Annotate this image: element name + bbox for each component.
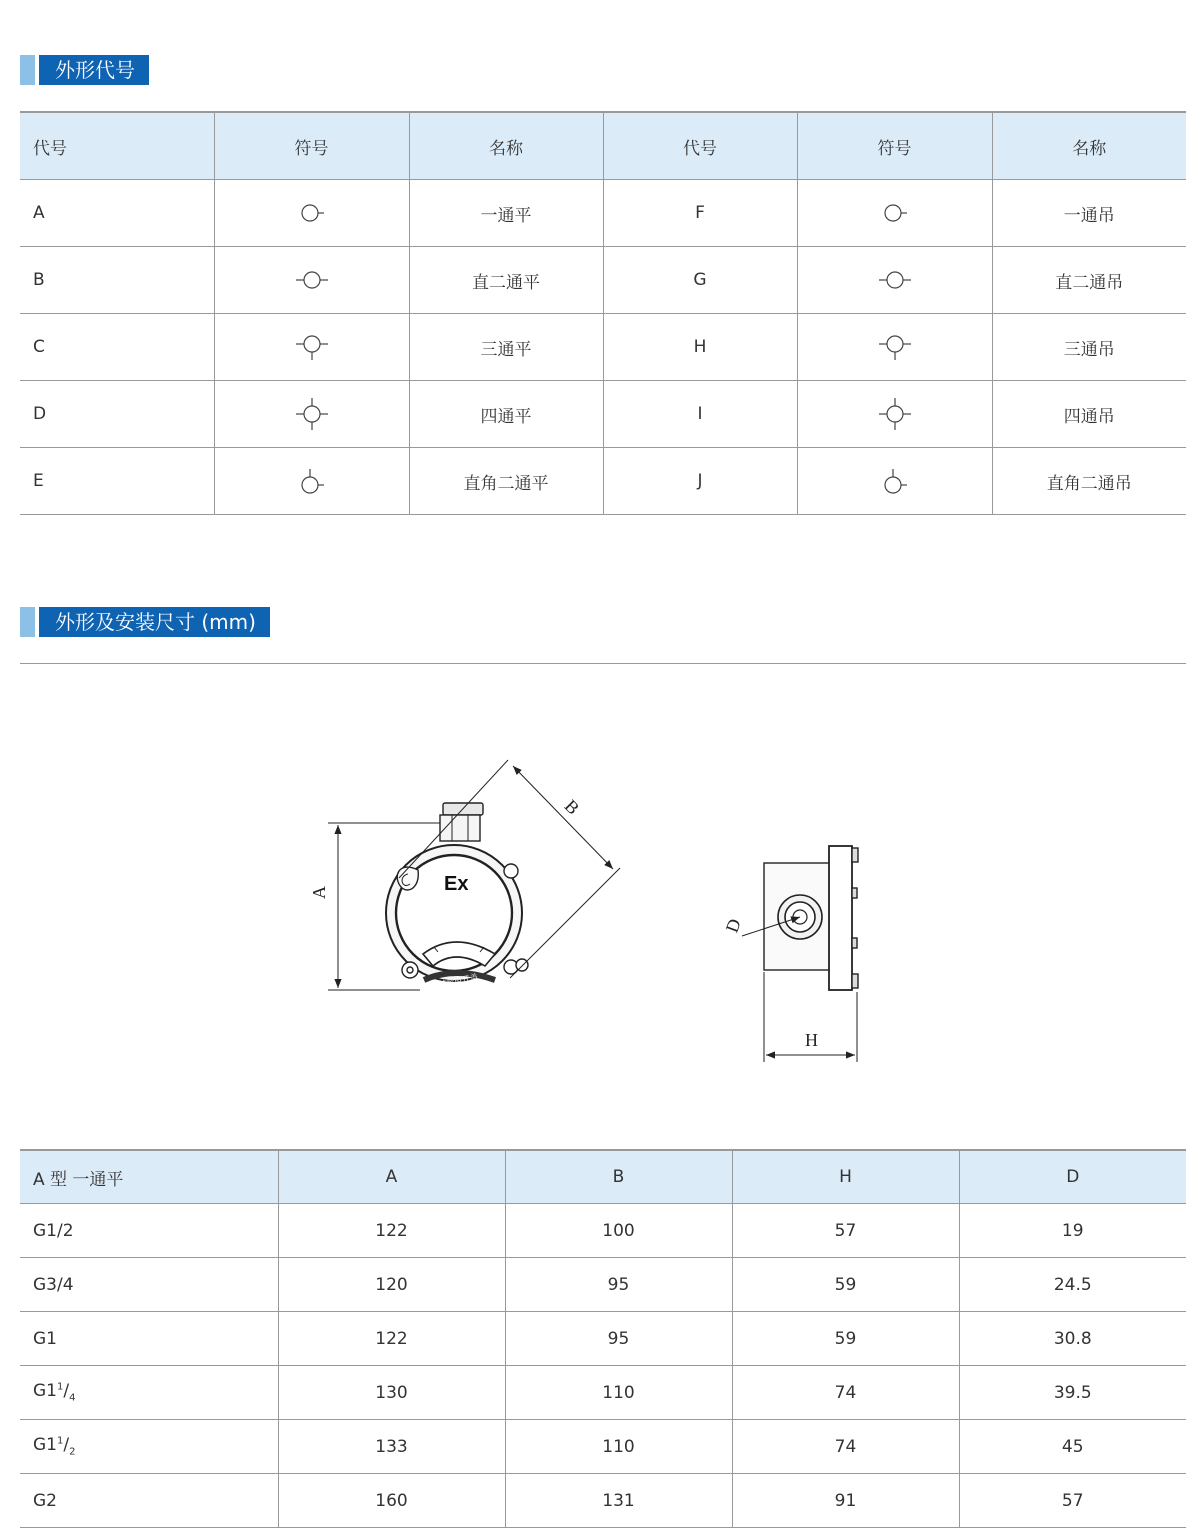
dimension-label-d: D <box>721 916 745 936</box>
dimension-label-b: B <box>560 795 584 819</box>
header-symbol: 符号 <box>797 112 992 180</box>
header-b: B <box>505 1150 732 1204</box>
value-h: 74 <box>732 1366 959 1420</box>
shape-code-table <box>20 111 1186 515</box>
table-row <box>20 448 1186 515</box>
value-h: 91 <box>732 1474 959 1528</box>
name-cell: 直二通平 <box>409 247 603 314</box>
value-b: 110 <box>505 1366 732 1420</box>
header-name: 名称 <box>992 112 1186 180</box>
ex-mark: Ex <box>444 873 469 895</box>
value-b: 95 <box>505 1258 732 1312</box>
thread-base: G1 <box>33 1435 57 1456</box>
table-row <box>20 1204 1186 1258</box>
code-cell: D <box>20 381 214 448</box>
code-cell: E <box>20 448 214 515</box>
right-angle-two-way-symbol-icon <box>875 463 915 499</box>
table-row <box>20 1474 1186 1528</box>
straight-two-way-symbol-icon <box>875 265 915 295</box>
thread-numerator: 1 <box>57 1435 64 1447</box>
one-way-symbol-icon <box>875 198 915 228</box>
name-cell: 直二通吊 <box>992 247 1186 314</box>
value-d: 19 <box>959 1204 1186 1258</box>
header-code: 代号 <box>603 112 797 180</box>
three-way-symbol-icon <box>292 330 332 364</box>
value-a: 160 <box>278 1474 505 1528</box>
table-row <box>20 1312 1186 1366</box>
thread-cell: $G1^1/_4$ <box>20 1366 278 1420</box>
value-h: 57 <box>732 1204 959 1258</box>
section-marker <box>20 607 35 637</box>
value-b: 131 <box>505 1474 732 1528</box>
thread-denominator: 4 <box>69 1392 76 1404</box>
name-cell: 一通吊 <box>992 180 1186 247</box>
section-title: 外形及安装尺寸 (mm) <box>39 607 270 637</box>
name-cell: 三通吊 <box>992 314 1186 381</box>
code-cell: J <box>603 448 797 515</box>
header-a: A <box>278 1150 505 1204</box>
front-view <box>328 760 620 990</box>
code-cell: H <box>603 314 797 381</box>
name-cell: 直角二通平 <box>409 448 603 515</box>
straight-two-way-symbol-icon <box>292 265 332 295</box>
thread-cell: $G1^1/_2$ <box>20 1420 278 1474</box>
side-view <box>742 846 858 1062</box>
value-d: 57 <box>959 1474 1186 1528</box>
thread-numerator: 1 <box>57 1381 64 1393</box>
header-type: A 型 一通平 <box>20 1150 278 1204</box>
section-title: 外形代号 <box>39 55 149 85</box>
header-symbol: 符号 <box>214 112 409 180</box>
thread-cell: G2 <box>20 1474 278 1528</box>
thread-cell: G1 <box>20 1312 278 1366</box>
dimension-label-h: H <box>805 1030 818 1050</box>
value-d: 24.5 <box>959 1258 1186 1312</box>
section-header-codes <box>20 55 149 85</box>
value-d: 30.8 <box>959 1312 1186 1366</box>
symbol-cell <box>214 314 409 381</box>
thread-cell: G3/4 <box>20 1258 278 1312</box>
table-row <box>20 1366 1186 1420</box>
table-header-row <box>20 1150 1186 1204</box>
value-b: 100 <box>505 1204 732 1258</box>
value-h: 59 <box>732 1258 959 1312</box>
value-a: 122 <box>278 1204 505 1258</box>
table-row <box>20 314 1186 381</box>
value-d: 39.5 <box>959 1366 1186 1420</box>
header-name: 名称 <box>409 112 603 180</box>
code-cell: B <box>20 247 214 314</box>
symbol-cell <box>797 314 992 381</box>
value-b: 95 <box>505 1312 732 1366</box>
code-cell: G <box>603 247 797 314</box>
dimension-label-a: A <box>309 886 329 899</box>
value-b: 110 <box>505 1420 732 1474</box>
value-h: 59 <box>732 1312 959 1366</box>
code-cell: I <box>603 381 797 448</box>
code-cell: F <box>603 180 797 247</box>
dimension-drawing <box>0 700 1200 1100</box>
header-h: H <box>732 1150 959 1204</box>
value-a: 122 <box>278 1312 505 1366</box>
table-row <box>20 180 1186 247</box>
name-cell: 直角二通吊 <box>992 448 1186 515</box>
header-d: D <box>959 1150 1186 1204</box>
thread-cell: G1/2 <box>20 1204 278 1258</box>
four-way-symbol-icon <box>875 395 915 433</box>
dimension-table <box>20 1149 1186 1528</box>
symbol-cell <box>214 247 409 314</box>
code-cell: A <box>20 180 214 247</box>
table-header-row <box>20 112 1186 180</box>
name-cell: 四通平 <box>409 381 603 448</box>
thread-denominator: 2 <box>69 1446 76 1458</box>
symbol-cell <box>797 448 992 515</box>
thread-base: G1 <box>33 1381 57 1402</box>
right-angle-two-way-symbol-icon <box>292 463 332 499</box>
table-row <box>20 1420 1186 1474</box>
four-way-symbol-icon <box>292 395 332 433</box>
three-way-symbol-icon <box>875 330 915 364</box>
value-a: 120 <box>278 1258 505 1312</box>
symbol-cell <box>214 448 409 515</box>
one-way-symbol-icon <box>292 198 332 228</box>
name-cell: 三通平 <box>409 314 603 381</box>
section-header-dimensions <box>20 607 270 637</box>
symbol-cell <box>214 381 409 448</box>
warning-plate-text: 严禁带电开盖 <box>429 972 479 992</box>
symbol-cell <box>797 180 992 247</box>
value-d: 45 <box>959 1420 1186 1474</box>
symbol-cell <box>797 247 992 314</box>
table-row <box>20 247 1186 314</box>
name-cell: 四通吊 <box>992 381 1186 448</box>
header-code: 代号 <box>20 112 214 180</box>
name-cell: 一通平 <box>409 180 603 247</box>
divider <box>20 663 1186 664</box>
code-cell: C <box>20 314 214 381</box>
table-row <box>20 1258 1186 1312</box>
symbol-cell <box>214 180 409 247</box>
value-a: 130 <box>278 1366 505 1420</box>
value-h: 74 <box>732 1420 959 1474</box>
table-row <box>20 381 1186 448</box>
value-a: 133 <box>278 1420 505 1474</box>
section-marker <box>20 55 35 85</box>
symbol-cell <box>797 381 992 448</box>
